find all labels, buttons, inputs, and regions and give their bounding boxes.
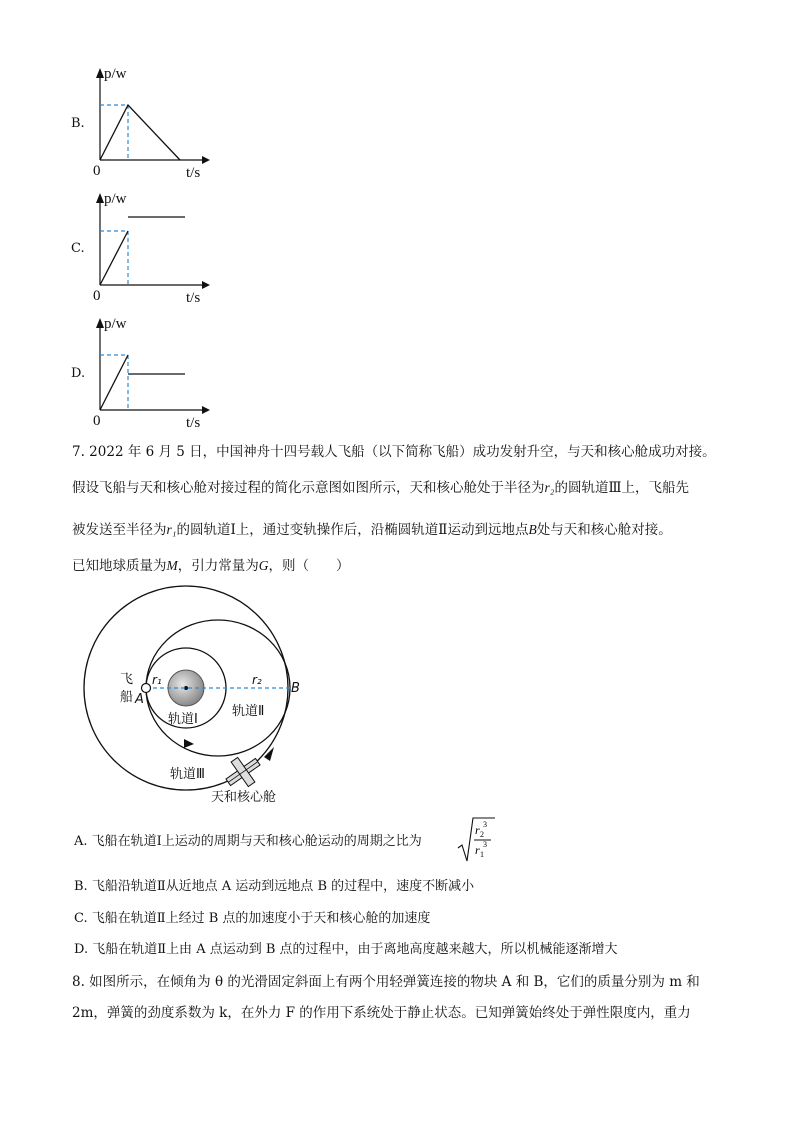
orbit-3-label: 轨道Ⅲ	[170, 767, 205, 782]
graph-c	[88, 187, 218, 307]
y-axis-label: p/w	[104, 191, 127, 207]
ship-label-1: 飞	[120, 672, 134, 687]
r1-label: r₁	[152, 673, 162, 687]
x-axis-label: t/s	[186, 165, 201, 181]
svg-text:1: 1	[480, 850, 484, 859]
x-axis-label: t/s	[186, 290, 201, 306]
choice-a: A. 飞船在轨道Ⅰ上运动的周期与天和核心舱运动的周期之比为	[74, 834, 422, 849]
q7-line-1: 7. 2022 年 6 月 5 日，中国神舟十四号载人飞船（以下简称飞船）成功发射升空，与天和核心舱成功对接。	[72, 444, 716, 460]
option-c-label: C.	[71, 241, 85, 256]
origin-label: 0	[93, 163, 101, 179]
svg-text:2: 2	[480, 830, 484, 839]
orbit-2-label: 轨道Ⅱ	[232, 704, 265, 719]
option-b-label: B.	[71, 116, 85, 131]
choice-d: D. 飞船在轨道Ⅱ上由 A 点运动到 B 点的过程中，由于离地高度越来越大，所以机械能逐渐增大	[74, 942, 618, 957]
orbit-diagram	[78, 580, 338, 810]
q7-line-2: 假设飞船与天和核心舱对接过程的简化示意图如图所示，天和核心舱处于半径为r₂的圆轨道Ⅲ上，飞船先	[72, 480, 689, 496]
graph-d	[88, 312, 218, 432]
choice-b: B. 飞船沿轨道Ⅱ从近地点 A 运动到远地点 B 的过程中，速度不断减小	[74, 879, 475, 894]
origin-label: 0	[93, 288, 101, 304]
r2-label: r₂	[252, 673, 262, 687]
q8-line-1: 8. 如图所示，在倾角为 θ 的光滑固定斜面上有两个用轻弹簧连接的物块 A 和 B，它们的质量分别为 m 和	[72, 974, 700, 990]
q7-line-4: 已知地球质量为M，引力常量为G，则（ ）	[72, 558, 350, 574]
q8-line-2: 2m，弹簧的劲度系数为 k，在外力 F 的作用下系统处于静止状态。已知弹簧始终处于弹性限度内，重力	[72, 1005, 691, 1021]
svg-text:r: r	[475, 843, 480, 857]
x-axis-label: t/s	[186, 415, 201, 431]
svg-text:r: r	[475, 823, 480, 837]
ship-label-2: 船	[120, 690, 134, 705]
svg-text:3: 3	[483, 820, 487, 829]
y-axis-label: p/w	[104, 66, 127, 82]
y-axis-label: p/w	[104, 316, 127, 332]
origin-label: 0	[93, 413, 101, 429]
point-a-label: A	[135, 692, 144, 707]
station-label: 天和核心舱	[211, 790, 277, 805]
graph-b	[88, 62, 218, 182]
option-d-label: D.	[71, 366, 86, 381]
choice-c: C. 飞船在轨道Ⅱ上经过 B 点的加速度小于天和核心舱的加速度	[74, 911, 431, 926]
svg-text:3: 3	[483, 840, 487, 849]
sqrt-ratio	[457, 815, 497, 865]
orbit-1-label: 轨道Ⅰ	[168, 712, 198, 727]
q7-line-3: 被发送至半径为r₁的圆轨道Ⅰ上，通过变轨操作后，沿椭圆轨道Ⅱ运动到远地点B处与天和核心舱对接。	[72, 522, 672, 538]
point-b-label: B	[291, 681, 300, 696]
